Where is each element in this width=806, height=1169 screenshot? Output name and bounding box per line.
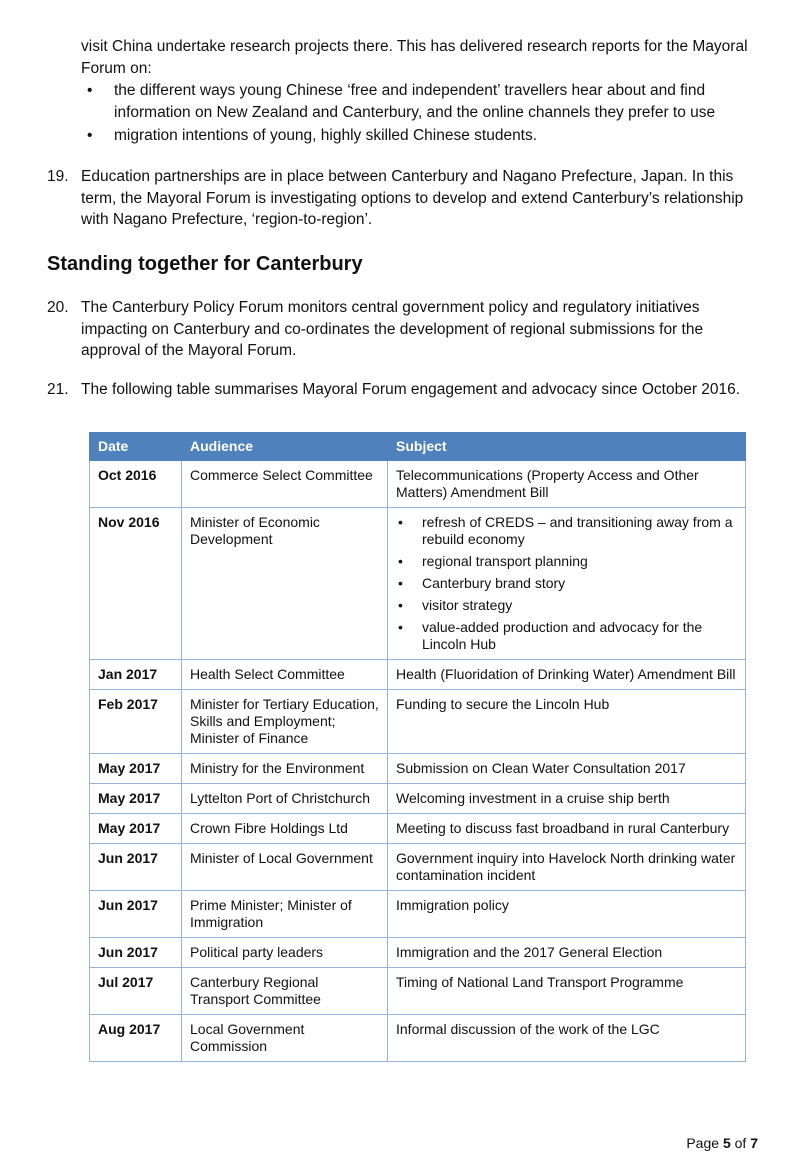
table-row [90, 784, 746, 814]
subject-cell: Submission on Clean Water Consultation 2017 [388, 754, 746, 784]
table-row [90, 1015, 746, 1062]
paragraph-21 [47, 379, 747, 401]
bullet-glyph: • [398, 575, 403, 591]
audience-cell: Commerce Select Committee [182, 461, 388, 508]
section-heading: Standing together for Canterbury [47, 253, 363, 275]
current-page-number: 5 [722, 1135, 731, 1151]
paragraph-20 [47, 297, 747, 362]
audience-cell: Minister of Economic Development [182, 508, 388, 660]
page-label: Page [686, 1135, 720, 1151]
table-row [90, 508, 746, 660]
subject-cell: Timing of National Land Transport Programme [388, 968, 746, 1015]
list-item [396, 575, 737, 592]
audience-cell: Lyttelton Port of Christchurch [182, 784, 388, 814]
bullet-text: visitor strategy [422, 597, 513, 613]
subject-cell: Informal discussion of the work of the LGC [388, 1015, 746, 1062]
audience-cell: Minister of Local Government [182, 844, 388, 891]
subject-cell: Health (Fluoridation of Drinking Water) Amendment Bill [388, 660, 746, 690]
bullet-text: regional transport planning [422, 553, 588, 569]
bullet-text: migration intentions of young, highly skilled Chinese students. [114, 127, 538, 144]
audience-cell: Crown Fibre Holdings Ltd [182, 814, 388, 844]
audience-cell: Ministry for the Environment [182, 754, 388, 784]
subject-cell: Meeting to discuss fast broadband in rural Canterbury [388, 814, 746, 844]
audience-cell: Health Select Committee [182, 660, 388, 690]
bullet-glyph: • [87, 82, 93, 99]
table-row [90, 844, 746, 891]
date-cell: Nov 2016 [90, 508, 182, 660]
date-cell: Jul 2017 [90, 968, 182, 1015]
bullet-text: value-added production and advocacy for the Lincoln Hub [422, 619, 703, 652]
bullet-text: refresh of CREDS – and transitioning away from a rebuild economy [422, 514, 733, 547]
list-item [81, 80, 761, 124]
subject-cell: Immigration policy [388, 891, 746, 938]
column-header-date: Date [90, 433, 182, 461]
date-cell: Jun 2017 [90, 938, 182, 968]
table-row [90, 461, 746, 508]
list-item [396, 514, 737, 548]
intro-bullet-list [81, 80, 761, 148]
subject-cell: Immigration and the 2017 General Election [388, 938, 746, 968]
column-header-subject: Subject [388, 433, 746, 461]
date-cell: Feb 2017 [90, 690, 182, 754]
table-row [90, 690, 746, 754]
audience-cell: Canterbury Regional Transport Committee [182, 968, 388, 1015]
date-cell: Jun 2017 [90, 891, 182, 938]
bullet-glyph: • [398, 597, 403, 613]
audience-cell: Political party leaders [182, 938, 388, 968]
audience-cell: Local Government Commission [182, 1015, 388, 1062]
list-item [81, 125, 761, 147]
column-header-audience: Audience [182, 433, 388, 461]
table-row [90, 814, 746, 844]
subject-cell: Funding to secure the Lincoln Hub [388, 690, 746, 754]
page-number-footer [686, 1135, 758, 1151]
paragraph-number: 21. [47, 381, 69, 398]
total-pages-number: 7 [750, 1135, 758, 1151]
subject-cell [388, 508, 746, 660]
date-cell: Oct 2016 [90, 461, 182, 508]
bullet-glyph: • [398, 553, 403, 569]
date-cell: May 2017 [90, 784, 182, 814]
audience-cell: Prime Minister; Minister of Immigration [182, 891, 388, 938]
table-row [90, 938, 746, 968]
bullet-glyph: • [398, 514, 403, 530]
table-row [90, 968, 746, 1015]
engagement-table [89, 432, 746, 1062]
paragraph-19 [47, 166, 747, 231]
paragraph-number: 19. [47, 168, 69, 185]
table-row [90, 754, 746, 784]
subject-bullet-list [396, 514, 737, 653]
list-item [396, 619, 737, 653]
date-cell: Jun 2017 [90, 844, 182, 891]
table-row [90, 660, 746, 690]
subject-cell: Telecommunications (Property Access and Other Matters) Amendment Bill [388, 461, 746, 508]
paragraph-text: The Canterbury Policy Forum monitors central government policy and regulatory initiatives impacting on Canterbury and co-ordinates the development of regional submissions for the approval of the Mayoral Forum. [81, 299, 704, 359]
audience-cell: Minister for Tertiary Education, Skills and Employment; Minister of Finance [182, 690, 388, 754]
subject-cell: Government inquiry into Havelock North drinking water contamination incident [388, 844, 746, 891]
date-cell: Jan 2017 [90, 660, 182, 690]
paragraph-text: Education partnerships are in place between Canterbury and Nagano Prefecture, Japan. In this term, the Mayoral Forum is investigating options to develop and extend Canterbury’s relationship with Nagano Prefecture, ‘region-to-region’. [81, 168, 744, 228]
bullet-glyph: • [398, 619, 403, 635]
date-cell: Aug 2017 [90, 1015, 182, 1062]
paragraph-number: 20. [47, 299, 69, 316]
table-header-row [90, 433, 746, 461]
date-cell: May 2017 [90, 754, 182, 784]
table-row [90, 891, 746, 938]
bullet-text: Canterbury brand story [422, 575, 566, 591]
of-label: of [734, 1135, 747, 1151]
subject-cell: Welcoming investment in a cruise ship berth [388, 784, 746, 814]
list-item [396, 553, 737, 570]
bullet-text: the different ways young Chinese ‘free and independent’ travellers hear about and find information on New Zealand and Canterbury, and the online channels they prefer to use [114, 82, 716, 121]
date-cell: May 2017 [90, 814, 182, 844]
intro-paragraph: visit China undertake research projects there. This has delivered research reports for the Mayoral Forum on: [81, 38, 748, 77]
list-item [396, 597, 737, 614]
bullet-glyph: • [87, 127, 93, 144]
paragraph-text: The following table summarises Mayoral Forum engagement and advocacy since October 2016. [81, 381, 741, 398]
